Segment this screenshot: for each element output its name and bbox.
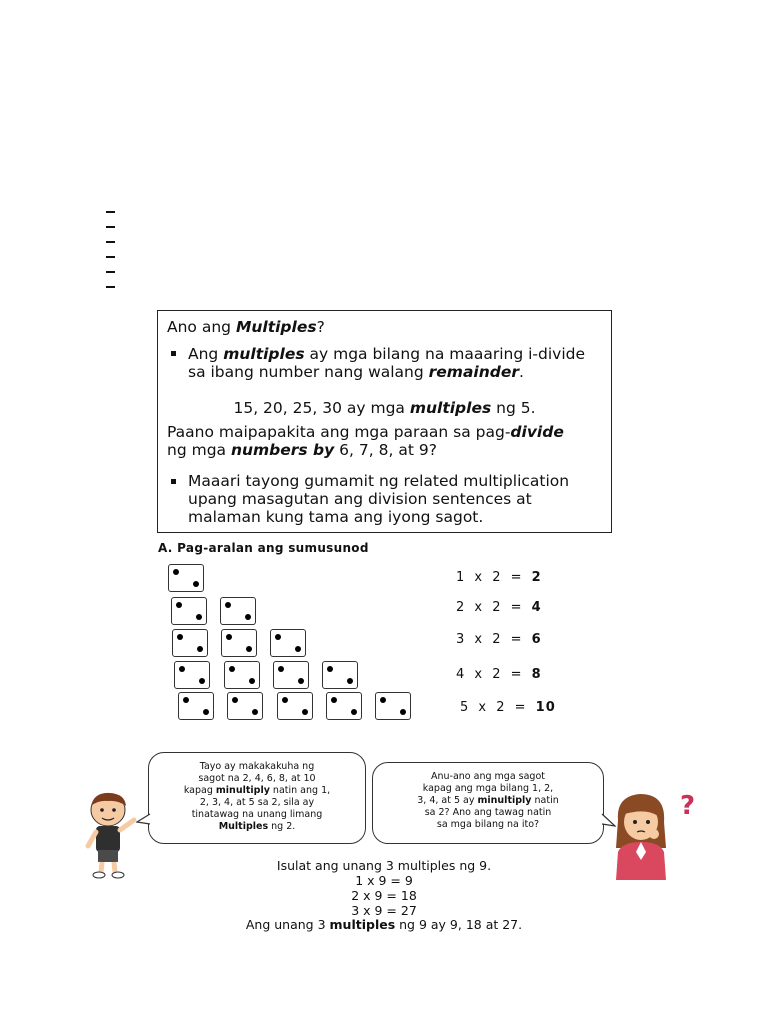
svg-text:?: ? xyxy=(680,791,696,820)
multiplication-line: 2 x 9 = 18 xyxy=(351,888,417,903)
domino-die xyxy=(375,692,411,720)
list-dash xyxy=(106,271,115,273)
domino-die xyxy=(224,661,260,689)
answer-line-3: malaman kung tama ang iyong sagot. xyxy=(188,508,484,526)
list-dash xyxy=(106,256,115,258)
domino-die xyxy=(221,629,257,657)
domino-die xyxy=(174,661,210,689)
equation-row: 3 x 2 = 6 xyxy=(456,632,542,647)
definition-line-2: sa ibang number nang walang remainder. xyxy=(188,363,524,381)
list-dash xyxy=(106,226,115,228)
speech-bubble-right: Anu-ano ang mga sagot kapag ang mga bilang 1, 2, 3, 4, at 5 ay minultiply natin sa 2? Ano ang tawag natin sa mga bilang na ito? xyxy=(372,762,604,844)
intro-box xyxy=(157,310,612,533)
list-dash xyxy=(106,286,115,288)
domino-die xyxy=(172,629,208,657)
intro-heading: Ano ang Multiples? xyxy=(167,318,325,336)
bullet-icon xyxy=(171,351,176,356)
domino-die xyxy=(220,597,256,625)
section-a-title: A. Pag-aralan ang sumusunod xyxy=(158,541,369,555)
domino-die xyxy=(322,661,358,689)
domino-die xyxy=(171,597,207,625)
domino-die xyxy=(277,692,313,720)
list-dash xyxy=(106,211,115,213)
domino-die xyxy=(326,692,362,720)
conclusion-line: Ang unang 3 multiples ng 9 ay 9, 18 at 27. xyxy=(245,917,523,932)
speech-bubble-left: Tayo ay makakakuha ng sagot na 2, 4, 6, 8, at 10 kapag minultiply natin ang 1, 2, 3, 4, at 5 sa 2, sila ay tinatawag na unang limang Multiples ng 2. xyxy=(148,752,366,844)
domino-die xyxy=(270,629,306,657)
bullet-icon xyxy=(171,479,176,484)
bubble-tail-left xyxy=(136,812,152,828)
example-line: 15, 20, 25, 30 ay mga multiples ng 5. xyxy=(233,399,536,417)
equation-row: 1 x 2 = 2 xyxy=(456,570,542,585)
definition-line-1: Ang multiples ay mga bilang na maaaring i-divide xyxy=(188,345,586,363)
question-line-2: ng mga numbers by 6, 7, 8, at 9? xyxy=(167,441,437,459)
equation-row: 5 x 2 = 10 xyxy=(460,700,556,715)
multiplication-line: 1 x 9 = 9 xyxy=(355,873,413,888)
domino-die xyxy=(178,692,214,720)
question-mark-icon xyxy=(676,790,706,820)
domino-die xyxy=(227,692,263,720)
list-dash xyxy=(106,241,115,243)
equation-row: 4 x 2 = 8 xyxy=(456,667,542,682)
answer-line-1: Maaari tayong gumamit ng related multiplication xyxy=(188,472,570,490)
equation-row: 2 x 2 = 4 xyxy=(456,600,542,615)
domino-die xyxy=(273,661,309,689)
instruction-line: Isulat ang unang 3 multiples ng 9. xyxy=(276,858,492,873)
question-line-1: Paano maipapakita ang mga paraan sa pag-divide xyxy=(167,423,564,441)
multiplication-line: 3 x 9 = 27 xyxy=(351,903,417,918)
answer-line-2: upang masagutan ang division sentences at xyxy=(188,490,532,508)
domino-die xyxy=(168,564,204,592)
